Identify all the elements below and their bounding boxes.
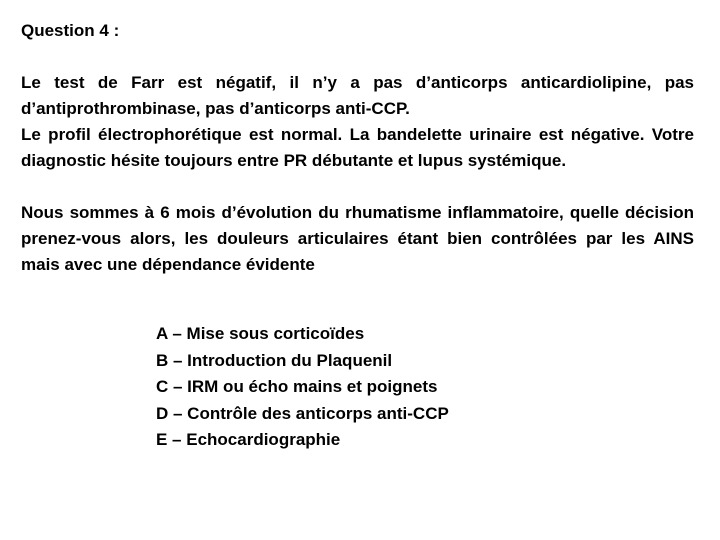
answer-option-b: B – Introduction du Plaquenil — [156, 350, 393, 370]
slide-content — [21, 18, 694, 454]
answer-options-list — [156, 321, 694, 454]
question-prompt: Nous sommes à 6 mois d’évolution du rhumatisme inflammatoire, quelle décision prenez-vous alors, les douleurs articulaires étant bien contrôlées par les AINS mais avec une dépendance évidente — [21, 203, 694, 274]
question-title: Question 4 : — [21, 21, 120, 40]
answer-option-c: C – IRM ou écho mains et poignets — [156, 377, 438, 396]
answer-option-e: E – Echocardiographie — [156, 430, 341, 449]
context-diagnosis-text: Le profil électrophorétique est normal. La bandelette urinaire est négative. Votre diagnostic hésite toujours entre PR débutante et lupus systémique. — [21, 125, 694, 170]
answer-option-a: A – Mise sous corticoïdes — [156, 324, 365, 343]
context-paragraph — [21, 70, 694, 174]
answer-option-d: D – Contrôle des anticorps anti-CCP — [156, 403, 449, 423]
context-antibodies-text: Le test de Farr est négatif, il n’y a pas d’anticorps anticardiolipine, pas d’antiprothrombinase, pas d’anticorps anti-CCP. — [21, 73, 694, 118]
